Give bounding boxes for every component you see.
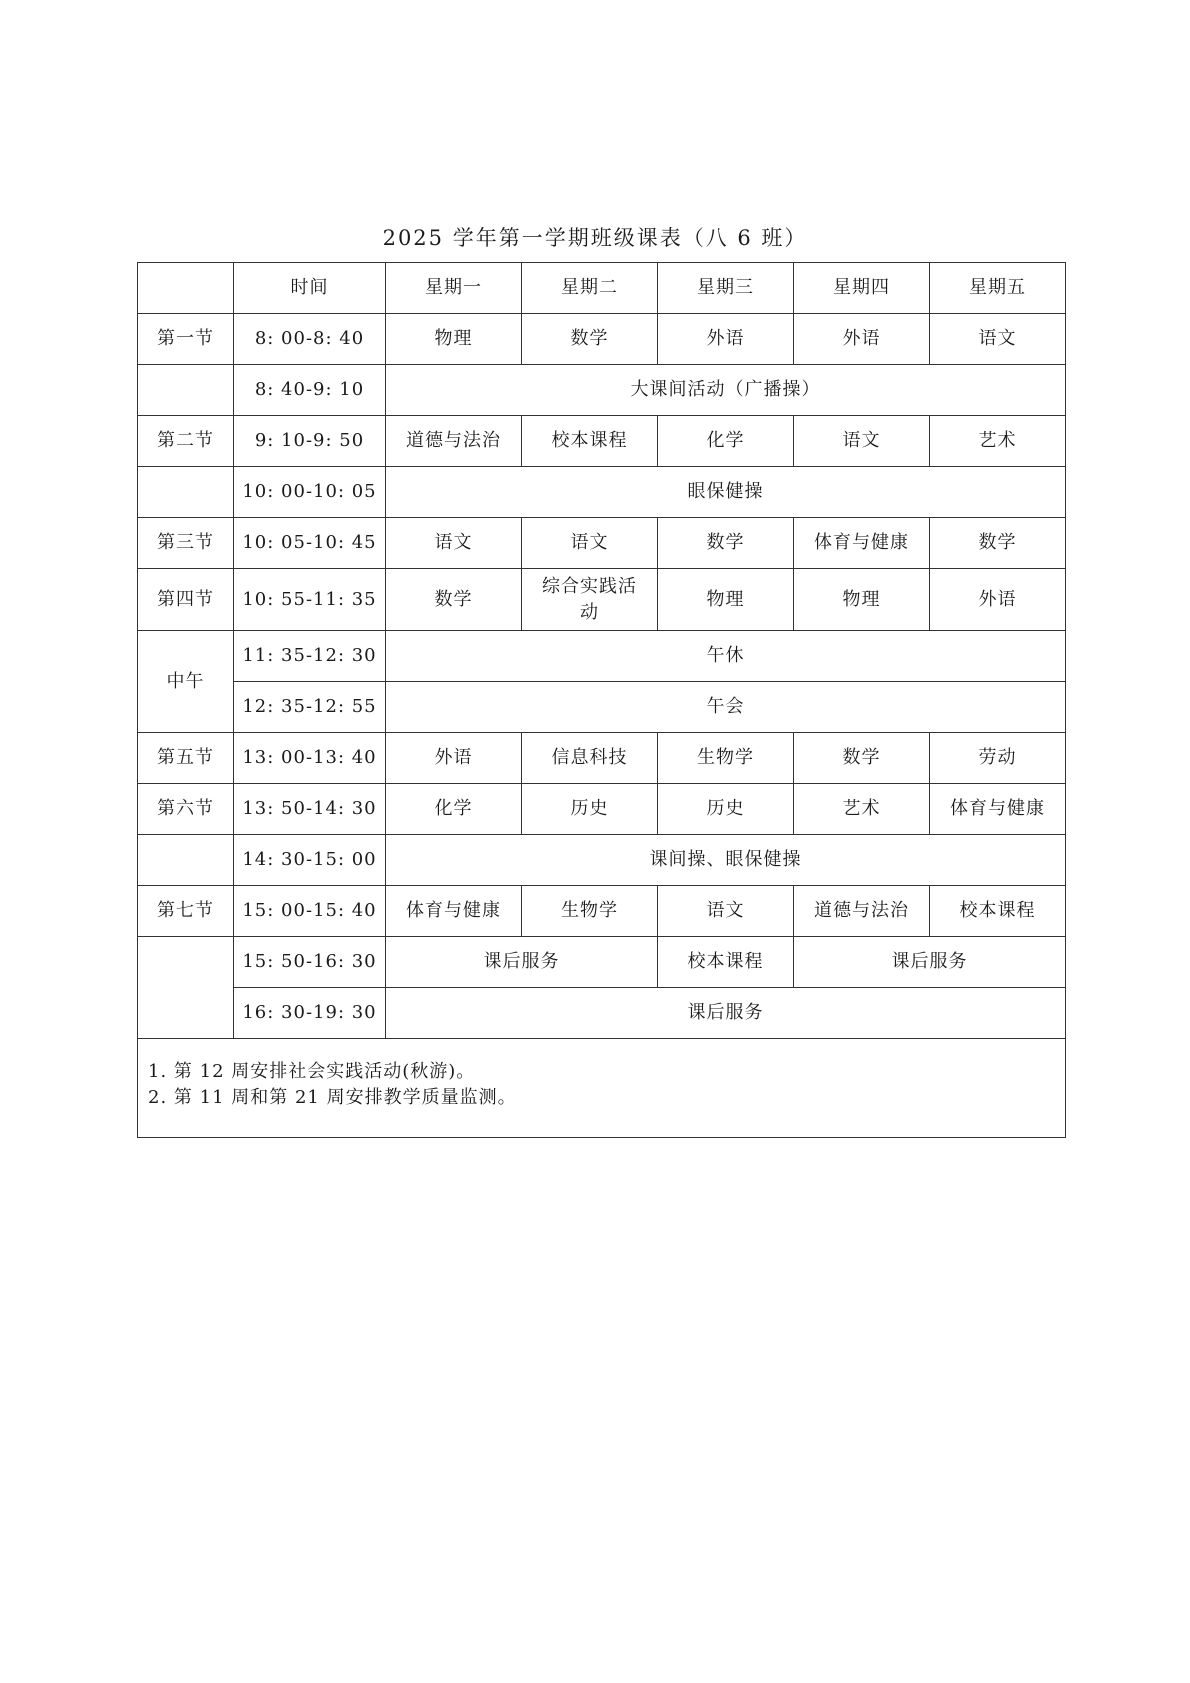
period-label — [138, 365, 234, 416]
class-cell: 劳动 — [930, 733, 1066, 784]
table-row — [138, 937, 1066, 988]
table-header-row — [138, 263, 1066, 314]
class-cell: 化学 — [658, 416, 794, 467]
class-cell: 物理 — [794, 569, 930, 631]
class-cell: 语文 — [794, 416, 930, 467]
table-row — [138, 569, 1066, 631]
table-row — [138, 733, 1066, 784]
class-cell: 数学 — [386, 569, 522, 631]
class-cell: 综合实践活动 — [522, 569, 658, 631]
period-label: 第二节 — [138, 416, 234, 467]
notes-cell — [138, 1039, 1066, 1138]
time-slot: 12: 35-12: 55 — [234, 682, 386, 733]
time-slot: 14: 30-15: 00 — [234, 835, 386, 886]
class-cell: 语文 — [386, 518, 522, 569]
class-cell: 化学 — [386, 784, 522, 835]
class-cell: 语文 — [522, 518, 658, 569]
class-cell: 生物学 — [522, 886, 658, 937]
class-cell: 信息科技 — [522, 733, 658, 784]
class-cell: 艺术 — [794, 784, 930, 835]
corner-cell — [138, 263, 234, 314]
class-cell: 生物学 — [658, 733, 794, 784]
day-header-wednesday: 星期三 — [658, 263, 794, 314]
note-item: 2. 第 11 周和第 21 周安排教学质量监测。 — [148, 1087, 517, 1108]
class-cell: 物理 — [658, 569, 794, 631]
activity-cell: 眼保健操 — [386, 467, 1066, 518]
time-slot: 10: 00-10: 05 — [234, 467, 386, 518]
activity-cell: 课后服务 — [386, 988, 1066, 1039]
class-cell: 外语 — [658, 314, 794, 365]
table-row — [138, 886, 1066, 937]
day-header-friday: 星期五 — [930, 263, 1066, 314]
class-cell: 数学 — [658, 518, 794, 569]
class-cell: 校本课程 — [522, 416, 658, 467]
period-label — [138, 835, 234, 886]
period-label — [138, 467, 234, 518]
page-title: 2025 学年第一学期班级课表（八 6 班） — [382, 226, 808, 250]
period-label: 第六节 — [138, 784, 234, 835]
day-header-thursday: 星期四 — [794, 263, 930, 314]
class-cell: 历史 — [522, 784, 658, 835]
table-row — [138, 416, 1066, 467]
class-cell: 道德与法治 — [386, 416, 522, 467]
time-slot: 15: 00-15: 40 — [234, 886, 386, 937]
note-item: 1. 第 12 周安排社会实践活动(秋游)。 — [148, 1061, 476, 1082]
class-cell: 语文 — [930, 314, 1066, 365]
time-slot: 11: 35-12: 30 — [234, 631, 386, 682]
class-cell: 数学 — [794, 733, 930, 784]
class-cell: 体育与健康 — [794, 518, 930, 569]
activity-cell: 午会 — [386, 682, 1066, 733]
day-header-tuesday: 星期二 — [522, 263, 658, 314]
class-cell: 物理 — [386, 314, 522, 365]
period-label: 第三节 — [138, 518, 234, 569]
table-row — [138, 467, 1066, 518]
class-cell: 数学 — [522, 314, 658, 365]
table-row — [138, 365, 1066, 416]
time-slot: 15: 50-16: 30 — [234, 937, 386, 988]
class-cell: 外语 — [930, 569, 1066, 631]
time-slot: 10: 05-10: 45 — [234, 518, 386, 569]
activity-cell: 大课间活动（广播操） — [386, 365, 1066, 416]
activity-cell: 课后服务 — [386, 937, 658, 988]
time-slot: 10: 55-11: 35 — [234, 569, 386, 631]
table-row — [138, 631, 1066, 682]
class-cell: 体育与健康 — [386, 886, 522, 937]
class-schedule-table — [137, 262, 1066, 1138]
table-row — [138, 314, 1066, 365]
activity-cell: 课间操、眼保健操 — [386, 835, 1066, 886]
table-row — [138, 682, 1066, 733]
period-label: 中午 — [138, 631, 234, 733]
table-row — [138, 518, 1066, 569]
time-slot: 16: 30-19: 30 — [234, 988, 386, 1039]
class-cell: 历史 — [658, 784, 794, 835]
table-row — [138, 784, 1066, 835]
period-label: 第七节 — [138, 886, 234, 937]
time-slot: 8: 00-8: 40 — [234, 314, 386, 365]
time-slot: 13: 50-14: 30 — [234, 784, 386, 835]
period-label: 第五节 — [138, 733, 234, 784]
period-label — [138, 937, 234, 1039]
class-cell: 外语 — [794, 314, 930, 365]
class-cell: 艺术 — [930, 416, 1066, 467]
activity-cell: 午休 — [386, 631, 1066, 682]
class-cell: 数学 — [930, 518, 1066, 569]
time-header: 时间 — [234, 263, 386, 314]
class-cell: 道德与法治 — [794, 886, 930, 937]
period-label: 第四节 — [138, 569, 234, 631]
time-slot: 13: 00-13: 40 — [234, 733, 386, 784]
activity-cell: 课后服务 — [794, 937, 1066, 988]
class-cell: 语文 — [658, 886, 794, 937]
time-slot: 8: 40-9: 10 — [234, 365, 386, 416]
day-header-monday: 星期一 — [386, 263, 522, 314]
notes-row — [138, 1039, 1066, 1138]
period-label: 第一节 — [138, 314, 234, 365]
class-cell: 外语 — [386, 733, 522, 784]
table-row — [138, 988, 1066, 1039]
time-slot: 9: 10-9: 50 — [234, 416, 386, 467]
class-cell: 校本课程 — [930, 886, 1066, 937]
class-cell: 校本课程 — [658, 937, 794, 988]
class-cell: 体育与健康 — [930, 784, 1066, 835]
table-row — [138, 835, 1066, 886]
